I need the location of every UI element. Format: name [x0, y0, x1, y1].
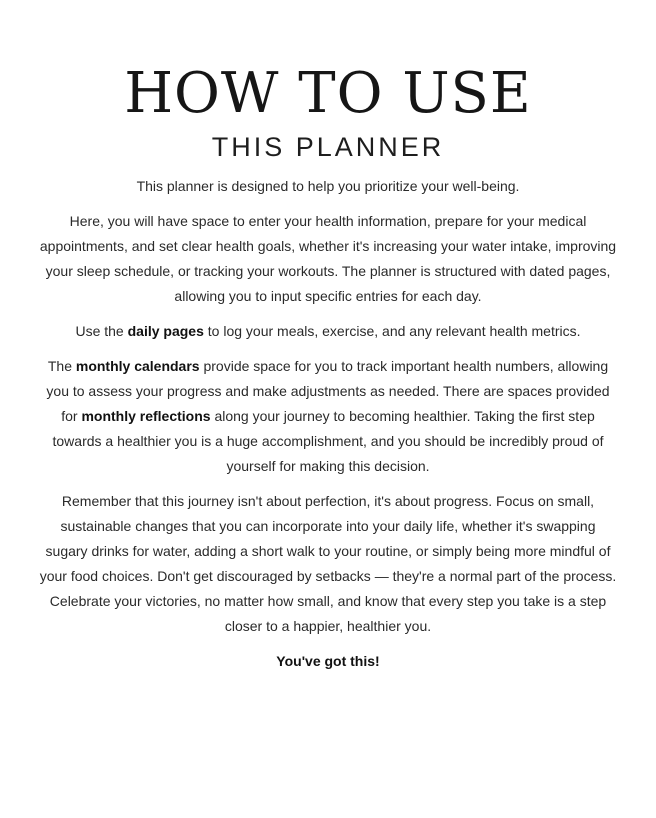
monthly-text-before: The [47, 358, 76, 374]
daily-pages-paragraph [38, 319, 618, 344]
daily-pages-text-after: to log your meals, exercise, and any relevant health metrics. [203, 323, 581, 339]
monthly-paragraph [38, 354, 618, 479]
closing-line: You've got this! [276, 653, 380, 669]
monthly-reflections-emphasis: monthly reflections [81, 408, 211, 424]
monthly-text-after: along your journey to becoming healthier. Taking the first step towards a healthier you is a huge accomplishment, and you should be incredibly proud of yourself for making this decision. [52, 408, 604, 474]
encouragement-paragraph: Remember that this journey isn't about perfection, it's about progress. Focus on small, sustainable changes that you can incorporate into your daily life, whether it's swapping sugary drinks for water, adding a short walk to your routine, or simply being more mindful of your food choices. Don't get discouraged by setbacks — they're a normal part of the process. Celebrate your victories, no matter how small, and know that every step you take is a step closer to a happier, healthier you. [39, 493, 617, 634]
instructions-body [38, 174, 618, 674]
page-title: HOW TO USE [124, 61, 532, 126]
intro-paragraph: This planner is designed to help you prioritize your well-being. [136, 178, 520, 194]
daily-pages-emphasis: daily pages [127, 323, 204, 339]
page-subtitle: THIS PLANNER [211, 132, 445, 162]
health-info-paragraph: Here, you will have space to enter your health information, prepare for your medical appointments, and set clear health goals, whether it's increasing your water intake, improving your sleep schedule, or tracking your workouts. The planner is structured with dated pages, allowing you to input specific entries for each day. [39, 213, 617, 304]
monthly-text-middle: provide space for you to track important health numbers, allowing you to assess your progress and make adjustments as needed. There are spaces provided for [46, 358, 610, 424]
daily-pages-text-before: Use the [75, 323, 128, 339]
monthly-calendars-emphasis: monthly calendars [75, 358, 200, 374]
